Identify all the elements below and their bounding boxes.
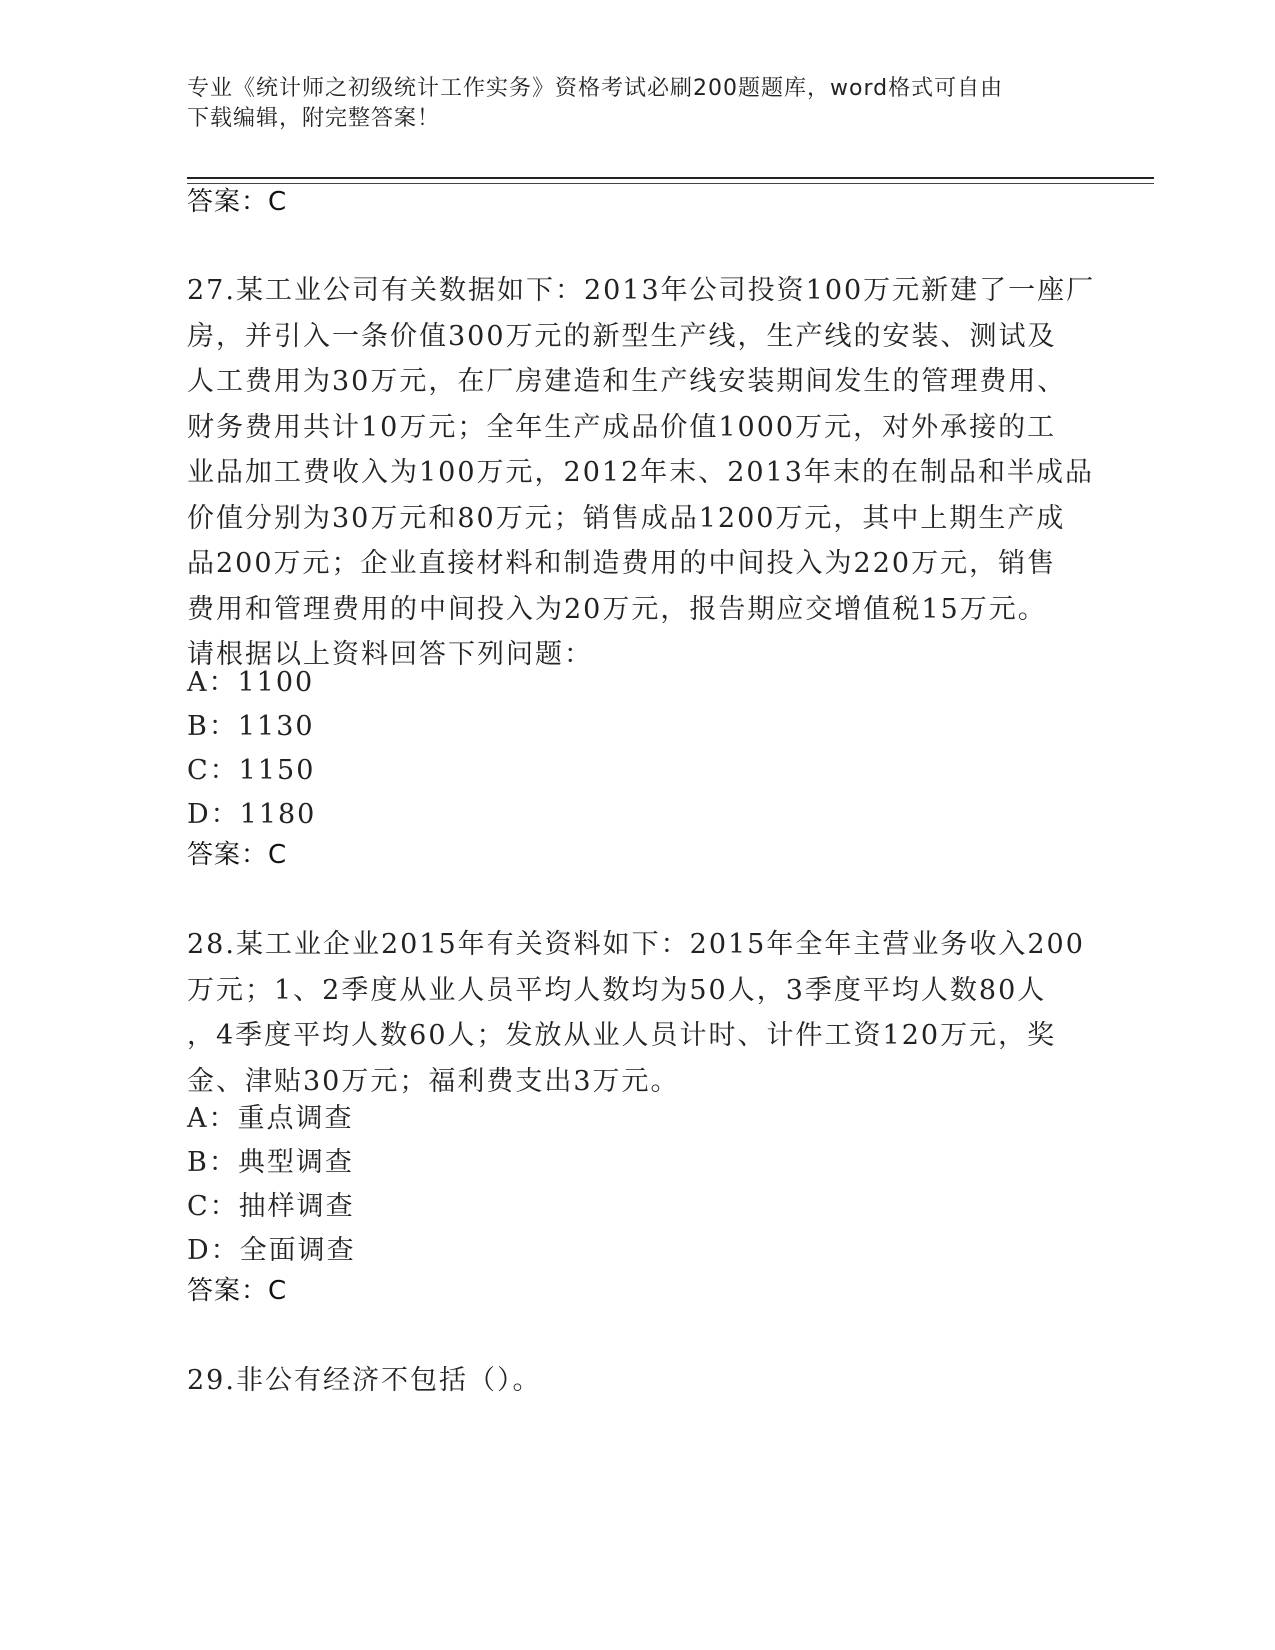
question-line: 业品加工费收入为100万元，2012年末、2013年末的在制品和半成品 (187, 457, 1094, 488)
question-line: 金、津贴30万元；福利费支出3万元。 (187, 1065, 680, 1097)
answer-28: 答案：C (187, 1276, 288, 1306)
question-line: 价值分别为30万元和80万元；销售成品1200万元，其中上期生产成 (187, 502, 1066, 534)
question-line: 请根据以上资料回答下列问题： (187, 639, 593, 670)
option-b: B：1130 (187, 711, 315, 742)
question-line: 品200万元；企业直接材料和制造费用的中间投入为220万元，销售 (187, 548, 1057, 579)
answer-26: 答案：C (187, 187, 288, 217)
question-line: 人工费用为30万元，在厂房建造和生产线安装期间发生的管理费用、 (187, 366, 1067, 397)
option-c: C：1150 (187, 755, 316, 786)
header-divider-thin (187, 183, 1154, 184)
document-header (187, 74, 1087, 134)
question-line: 费用和管理费用的中间投入为20万元，报告期应交增值税15万元。 (187, 593, 1047, 625)
answer-27: 答案：C (187, 840, 288, 870)
question-27 (187, 268, 1096, 678)
option-c: C：抽样调查 (187, 1191, 355, 1222)
header-line-2: 下载编辑，附完整答案！ (187, 106, 441, 131)
question-line: 财务费用共计10万元；全年生产成品价值1000万元，对外承接的工 (187, 411, 1057, 443)
option-a: A：1100 (187, 667, 315, 698)
question-line: 29.非公有经济不包括（）。 (187, 1365, 542, 1396)
header-divider-thick (187, 177, 1154, 179)
option-d: D：1180 (187, 799, 317, 830)
question-line: 房，并引入一条价值300万元的新型生产线，生产线的安装、测试及 (187, 320, 1057, 352)
header-line-1: 专业《统计师之初级统计工作实务》资格考试必刷200题题库，word格式可自由 (187, 76, 1004, 101)
option-d: D：全面调查 (187, 1235, 356, 1266)
question-line: 27.某工业公司有关数据如下：2013年公司投资100万元新建了一座厂 (187, 275, 1096, 306)
question-28 (187, 922, 1087, 1104)
question-line: 万元；1、2季度从业人员平均人数均为50人，3季度平均人数80人 (187, 974, 1047, 1006)
question-line: 28.某工业企业2015年有关资料如下：2015年全年主营业务收入200 (187, 929, 1085, 960)
option-a: A：重点调查 (187, 1103, 354, 1134)
question-29 (187, 1358, 1087, 1404)
option-b: B：典型调查 (187, 1147, 354, 1178)
question-line: ，4季度平均人数60人；发放从业人员计时、计件工资120万元，奖 (187, 1020, 1057, 1051)
